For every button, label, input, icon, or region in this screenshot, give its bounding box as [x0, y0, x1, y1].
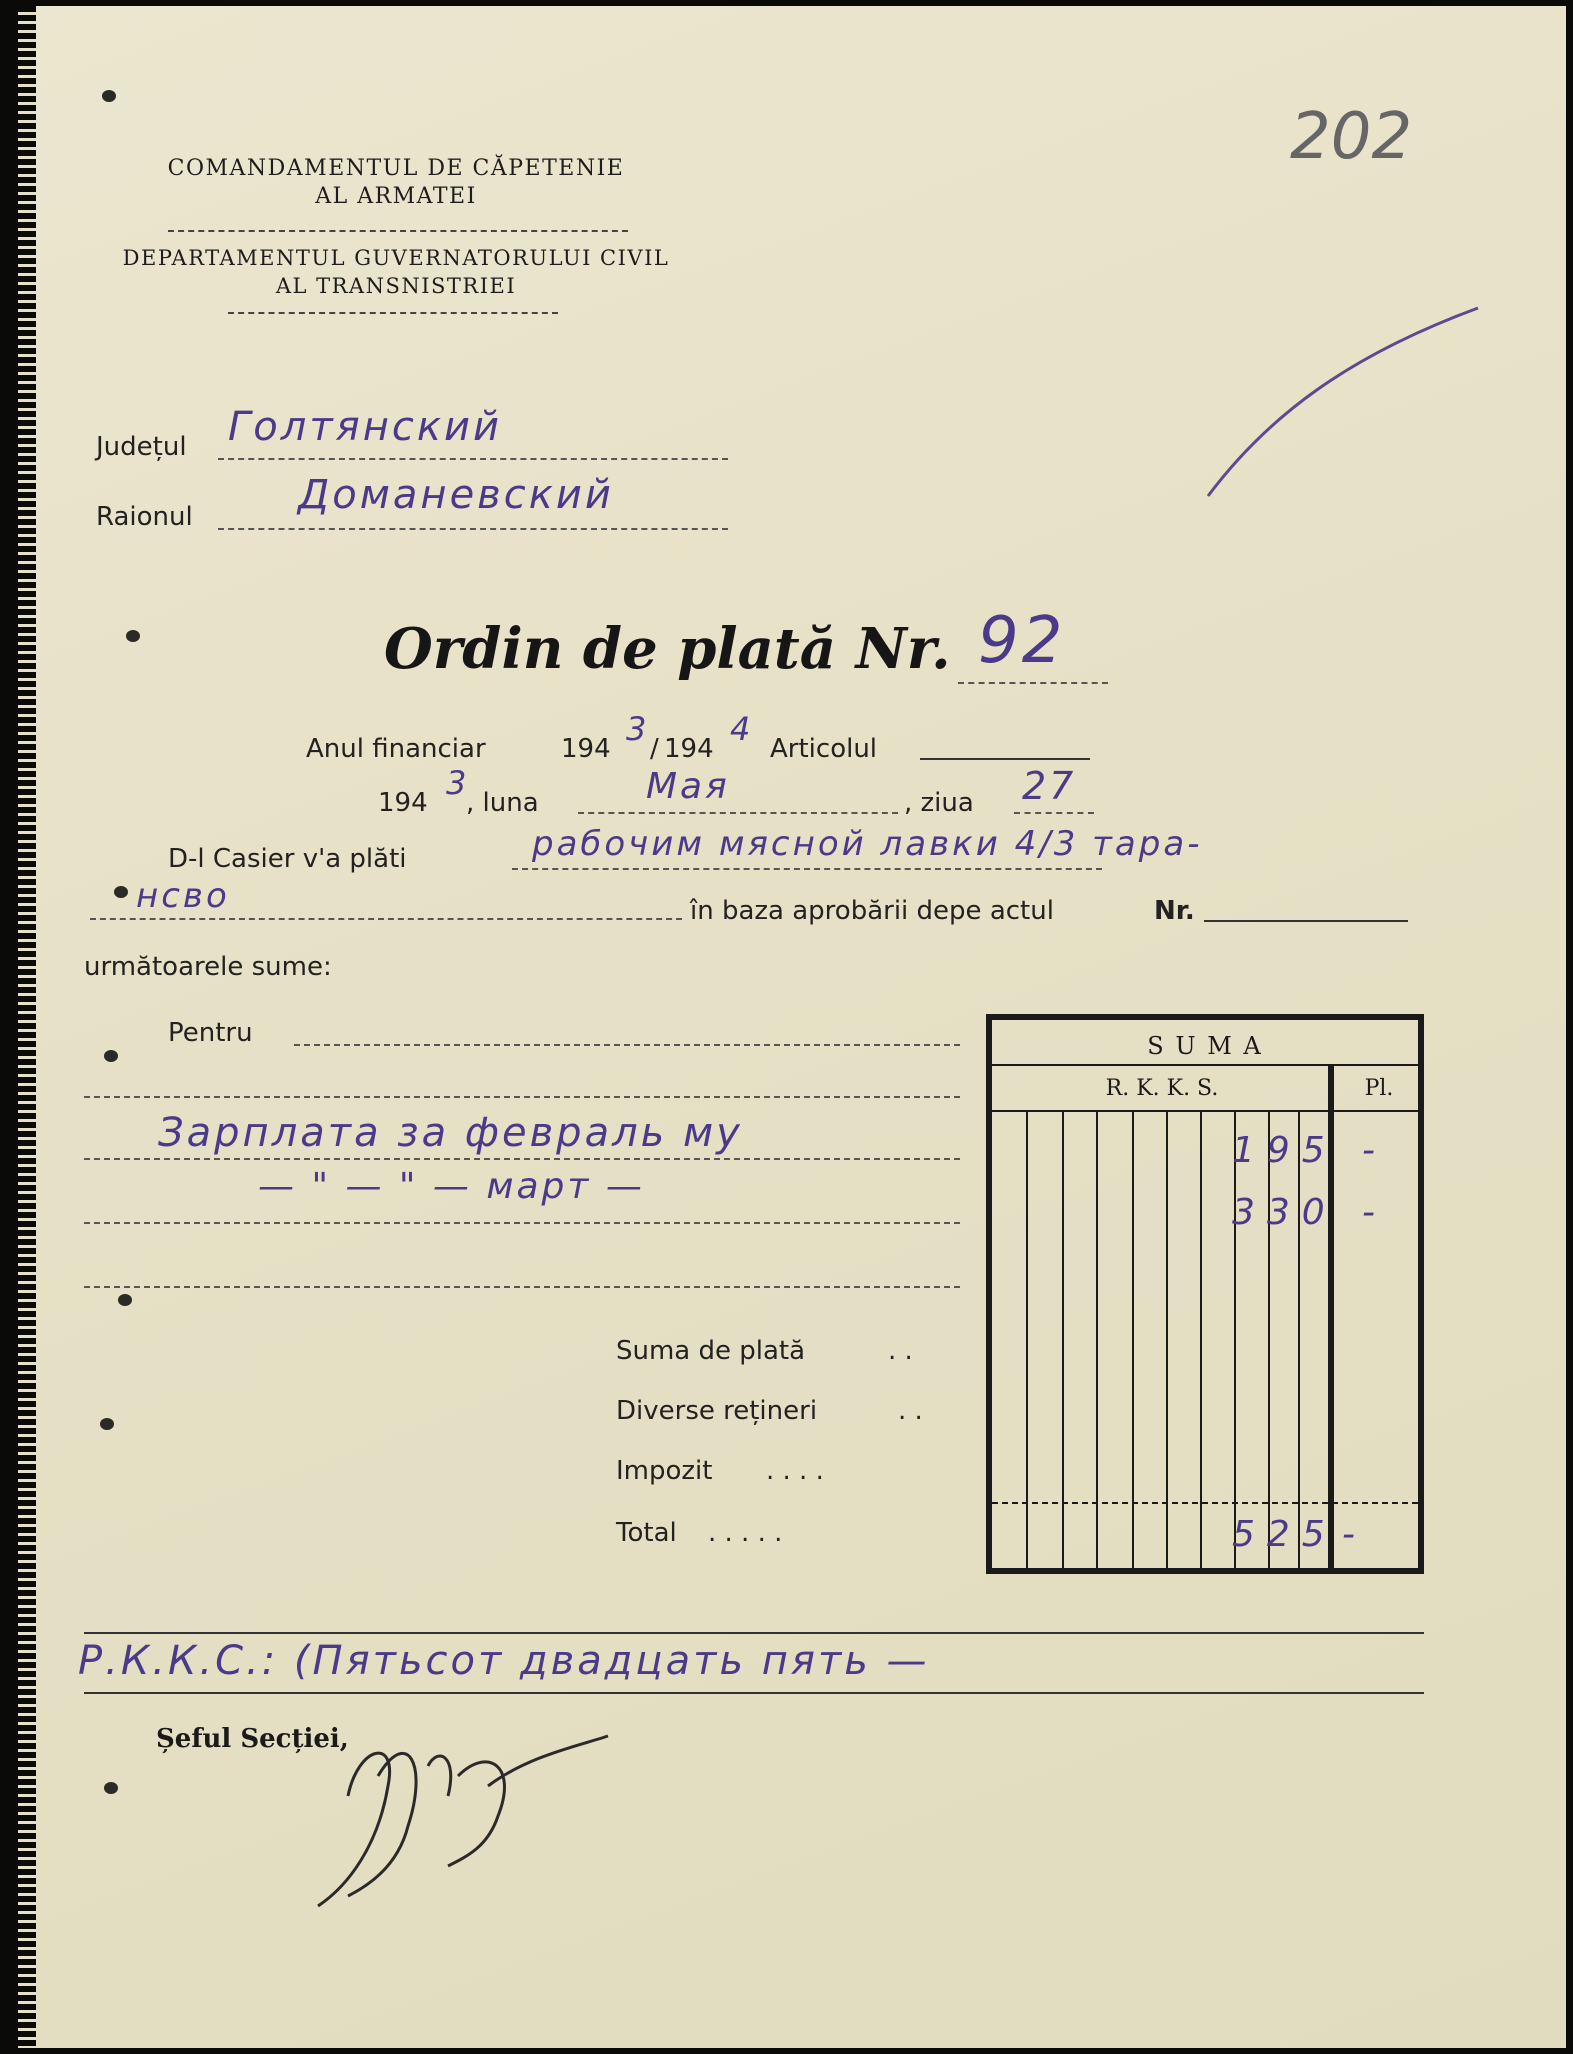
anul-value-2: 4: [730, 710, 754, 748]
header-line-2: AL ARMATEI: [315, 184, 477, 209]
amount-in-words: Р.К.К.С.: (Пятьсот двадцать пять —: [78, 1638, 930, 1684]
order-number: 92: [978, 604, 1066, 678]
table-rule: [992, 1110, 1418, 1112]
year-prefix: 194: [378, 788, 428, 818]
table-column: [1166, 1112, 1168, 1568]
pl-heading: Pl.: [1364, 1076, 1394, 1101]
summary-label-impozit: Impozit: [616, 1456, 713, 1486]
summary-dots: . . . .: [766, 1456, 824, 1486]
year-value: 3: [446, 764, 470, 802]
raion-line: [218, 528, 728, 530]
anul-value-1: 3: [626, 710, 650, 748]
casier-label: D-l Casier v'a plăti: [168, 844, 407, 874]
baza-label: în baza aprobării depe actul: [690, 896, 1054, 926]
table-column: [1200, 1112, 1202, 1568]
header-divider: [168, 230, 628, 232]
punch-hole: [118, 1294, 132, 1306]
table-column: [1298, 1112, 1300, 1568]
anul-sep: /: [650, 734, 659, 764]
document-page: [18, 6, 1566, 2048]
anul-prefix-1: 194: [561, 734, 611, 764]
pentru-line: [84, 1286, 960, 1288]
table-column: [1234, 1112, 1236, 1568]
baza-nr-label: Nr.: [1154, 896, 1195, 926]
pentru-line: [84, 1096, 960, 1098]
anul-label: Anul financiar: [306, 734, 486, 764]
punch-hole: [126, 630, 140, 642]
pentru-line: [84, 1222, 960, 1224]
table-column: [1132, 1112, 1134, 1568]
header-line-1: COMANDAMENTUL DE CĂPETENIE: [167, 156, 625, 181]
document-title: Ordin de plată Nr.: [384, 616, 951, 682]
header-divider: [228, 312, 558, 314]
luna-line: [578, 812, 898, 814]
judet-line: [218, 458, 728, 460]
table-rule: [992, 1502, 1418, 1504]
punch-hole: [104, 1782, 118, 1794]
table-column: [1096, 1112, 1098, 1568]
suma-table: [986, 1014, 1424, 1574]
luna-value: Мая: [646, 766, 730, 807]
pentru-line: [84, 1158, 960, 1160]
header-line-3: DEPARTAMENTUL GUVERNATORULUI CIVIL: [122, 246, 670, 270]
order-number-line: [958, 682, 1108, 684]
punch-hole: [114, 886, 128, 898]
baza-nr-line: [1204, 920, 1408, 922]
pentru-item-2: — " — " — март —: [258, 1166, 645, 1207]
anul-prefix-2: 194: [664, 734, 714, 764]
ziua-label: , ziua: [904, 788, 974, 818]
sume-label: următoarele sume:: [84, 952, 332, 982]
rkks-heading: R. K. K. S.: [1105, 1076, 1219, 1101]
torn-edge: [18, 6, 36, 2048]
punch-hole: [102, 90, 116, 102]
archive-number: 202: [1290, 100, 1413, 174]
raion-label: Raionul: [96, 502, 193, 532]
pencil-stroke: [1178, 296, 1498, 516]
pentru-item-1: Зарплата за февраль му: [158, 1110, 743, 1156]
total-value: 525: [1232, 1514, 1337, 1555]
casier-line: [512, 868, 1102, 870]
casier-line-2: [90, 918, 682, 920]
row-1-pl: -: [1362, 1130, 1378, 1171]
summary-label-suma: Suma de plată: [616, 1336, 806, 1366]
raion-value: Доманевский: [298, 472, 614, 518]
articolul-line: [920, 758, 1090, 760]
summary-label-total: Total: [616, 1518, 677, 1548]
row-2-value: 330: [1232, 1192, 1337, 1233]
total-pl: -: [1342, 1514, 1358, 1555]
table-column: [1026, 1112, 1028, 1568]
header-line-4: AL TRANSNISTRIEI: [275, 274, 517, 298]
row-2-pl: -: [1362, 1192, 1378, 1233]
pentru-label: Pentru: [168, 1018, 253, 1048]
table-rule: [992, 1064, 1418, 1066]
words-bottom-line: [84, 1692, 1424, 1694]
row-1-value: 195: [1232, 1130, 1337, 1171]
luna-label: , luna: [466, 788, 539, 818]
sef-label: Șeful Secției,: [156, 1724, 349, 1754]
summary-dots: . .: [888, 1336, 913, 1366]
summary-label-retineri: Diverse rețineri: [616, 1396, 818, 1426]
judet-label: Județul: [96, 432, 187, 462]
suma-heading: S U M A: [1147, 1032, 1263, 1060]
signature: [288, 1706, 668, 1926]
pentru-line: [294, 1044, 960, 1046]
summary-dots: . .: [898, 1396, 923, 1426]
casier-value-1: рабочим мясной лавки 4/3 тара-: [532, 824, 1203, 864]
articolul-label: Articolul: [770, 734, 878, 764]
casier-value-2: нсво: [136, 876, 230, 916]
ziua-line: [1014, 812, 1094, 814]
table-column: [1062, 1112, 1064, 1568]
punch-hole: [100, 1418, 114, 1430]
judet-value: Голтянский: [228, 404, 502, 450]
ziua-value: 27: [1022, 764, 1077, 808]
words-top-line: [84, 1632, 1424, 1634]
summary-dots: . . . . .: [708, 1518, 783, 1548]
punch-hole: [104, 1050, 118, 1062]
table-column: [1268, 1112, 1270, 1568]
